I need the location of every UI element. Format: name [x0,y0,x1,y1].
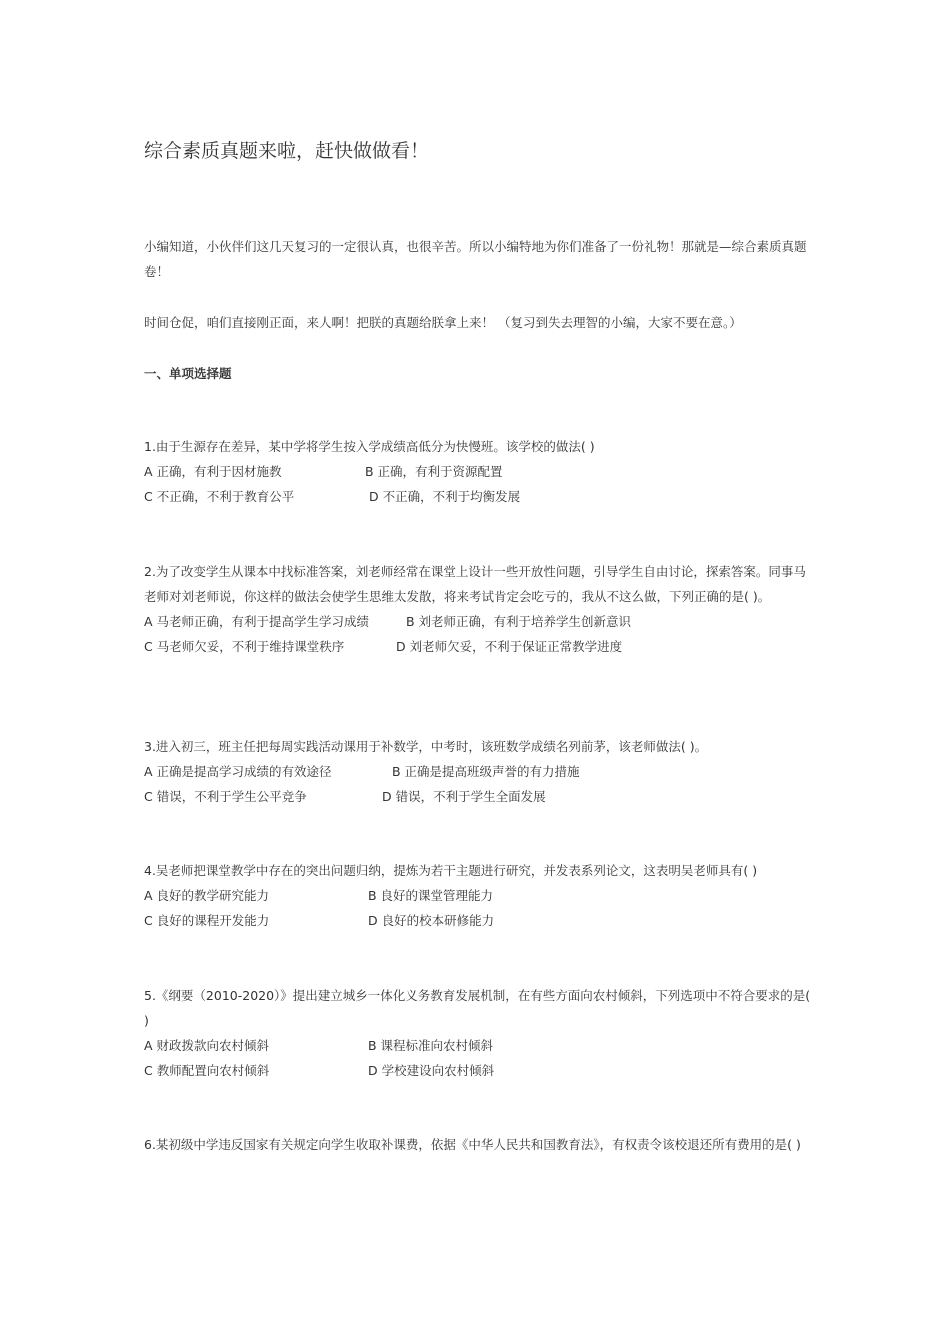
question-3 [144,734,812,809]
question-stem: 1.由于生源存在差异，某中学将学生按入学成绩高低分为快慢班。该学校的做法( ) [144,439,595,454]
option-b: B 刘老师正确，有利于培养学生创新意识 [406,614,632,629]
question-stem: 3.进入初三，班主任把每周实践活动课用于补数学，中考时，该班数学成绩名列前茅，该老师做法( )。 [144,739,708,754]
option-row [144,1058,812,1083]
option-row [144,609,812,634]
option-b: B 良好的课堂管理能力 [368,888,494,903]
question-1 [144,434,812,509]
option-row [144,484,812,509]
option-b: B 课程标准向农村倾斜 [368,1038,494,1053]
option-row [144,459,812,484]
question-5 [144,983,812,1083]
option-row [144,908,812,933]
option-c: C 错误，不利于学生公平竞争 [144,789,307,804]
question-stem: 4.吴老师把课堂教学中存在的突出问题归纳，提炼为若干主题进行研究，并发表系列论文，这表明吴老师具有( ) [144,863,758,878]
question-4 [144,858,812,933]
option-row [144,883,812,908]
option-d: D 刘老师欠妥，不利于保证正常教学进度 [396,639,623,654]
option-d: D 学校建设向农村倾斜 [368,1063,495,1078]
question-stem: 6.某初级中学违反国家有关规定向学生收取补课费，依据《中华人民共和国教育法》，有权责令该校退还所有费用的是( ) [144,1137,801,1152]
option-a: A 良好的教学研究能力 [144,888,270,903]
option-c: C 不正确，不利于教育公平 [144,489,295,504]
option-d: D 良好的校本研修能力 [368,913,495,928]
option-a: A 正确，有利于因材施教 [144,464,282,479]
question-6 [144,1132,812,1157]
option-a: A 财政拨款向农村倾斜 [144,1038,270,1053]
question-stem: 2.为了改变学生从课本中找标准答案，刘老师经常在课堂上设计一些开放性问题，引导学生自由讨论，探索答案。同事马老师对刘老师说，你这样的做法会使学生思维太发散，将来考试肯定会吃亏的，我从不这么做，下列正确的是( )。 [144,564,806,604]
option-row [144,759,812,784]
option-a: A 正确是提高学习成绩的有效途径 [144,764,332,779]
option-c: C 教师配置向农村倾斜 [144,1063,270,1078]
option-b: B 正确是提高班级声誉的有力措施 [392,764,580,779]
option-a: A 马老师正确，有利于提高学生学习成绩 [144,614,370,629]
option-row [144,634,812,659]
intro-paragraph-2: 时间仓促，咱们直接刚正面，来人啊！把朕的真题给朕拿上来！ （复习到失去理智的小编，大家不要在意。） [144,315,742,330]
option-c: C 马老师欠妥，不利于维持课堂秩序 [144,639,345,654]
option-row [144,1033,812,1058]
intro-paragraph-1: 小编知道，小伙伴们这几天复习的一定很认真，也很辛苦。所以小编特地为你们准备了一份礼物！那就是—综合素质真题卷！ [144,239,807,279]
question-stem: 5.《纲要（2010-2020）》提出建立城乡一体化义务教育发展机制，在有些方面向农村倾斜，下列选项中不符合要求的是( ) [144,988,811,1028]
option-b: B 正确，有利于资源配置 [365,464,503,479]
question-2 [144,559,812,659]
option-d: D 不正确，不利于均衡发展 [369,489,521,504]
page-title: 综合素质真题来啦，赶快做做看！ [144,140,430,162]
option-row [144,784,812,809]
option-d: D 错误，不利于学生全面发展 [382,789,546,804]
section-heading: 一、单项选择题 [144,366,232,381]
option-c: C 良好的课程开发能力 [144,913,270,928]
